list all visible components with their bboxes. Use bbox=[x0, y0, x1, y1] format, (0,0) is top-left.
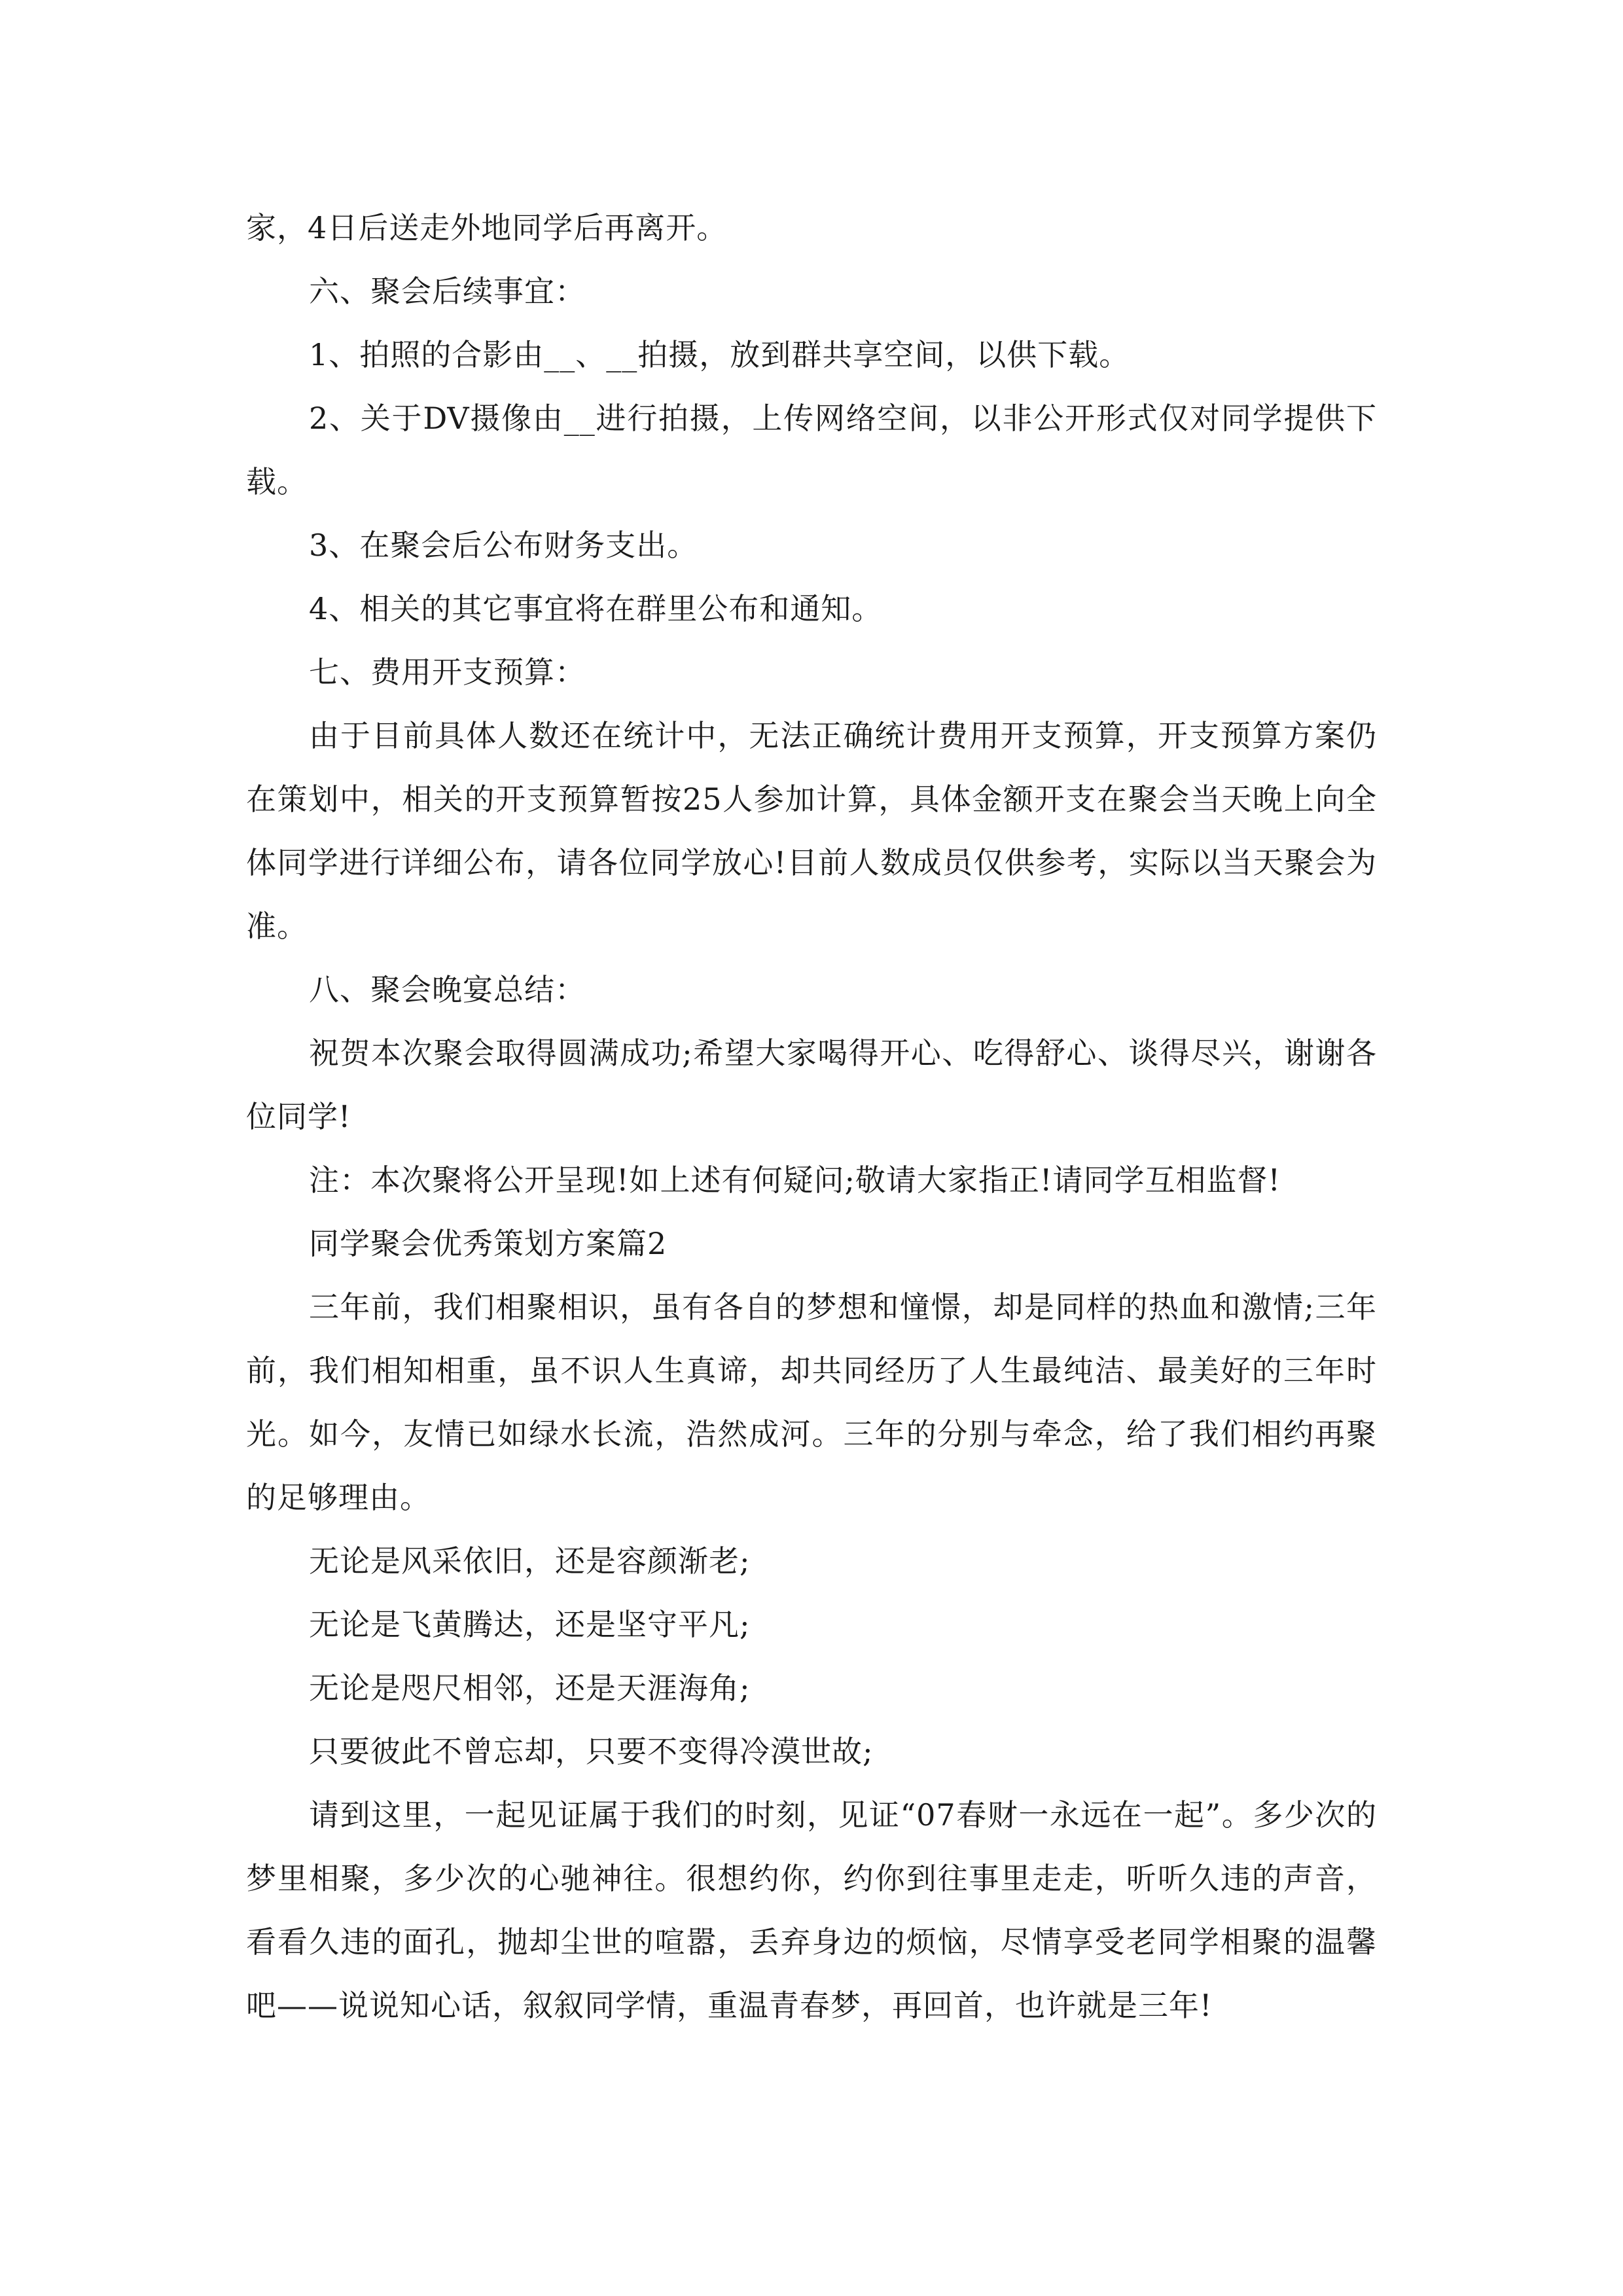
verse-line-1: 无论是风采依旧，还是容颜渐老; bbox=[309, 1543, 751, 1579]
list-item-photo: 1、拍照的合影由__、__拍摄，放到群共享空间，以供下载。 bbox=[309, 337, 1130, 372]
verse-line-4: 只要彼此不曾忘却，只要不变得冷漠世故; bbox=[309, 1734, 874, 1769]
section-heading-six: 六、聚会后续事宜： bbox=[309, 274, 586, 309]
list-item-finance: 3、在聚会后公布财务支出。 bbox=[309, 528, 698, 563]
list-item-other: 4、相关的其它事宜将在群里公布和通知。 bbox=[309, 591, 883, 626]
article-title-2: 同学聚会优秀策划方案篇2 bbox=[309, 1226, 668, 1261]
paragraph-invitation: 请到这里，一起见证属于我们的时刻，见证“07春财一永远在一起”。多少次的梦里相聚，多少次的心驰神往。很想约你，约你到往事里走走，听听久违的声音，看看久违的面孔，抛却尘世的喧嚣，丢弃身边的烦恼，尽情享受老同学相聚的温馨吧——说说知心话，叙叙同学情，重温青春梦，再回首，也许就是三年! bbox=[246, 1797, 1377, 2023]
list-item-dv: 2、关于DV摄像由__进行拍摄，上传网络空间，以非公开形式仅对同学提供下载。 bbox=[246, 401, 1377, 499]
paragraph-continuation: 家，4日后送走外地同学后再离开。 bbox=[246, 210, 728, 245]
paragraph-note: 注：本次聚将公开呈现!如上述有何疑问;敬请大家指正!请同学互相监督! bbox=[309, 1162, 1281, 1198]
document-body bbox=[246, 196, 1377, 2037]
verse-line-3: 无论是咫尺相邻，还是天涯海角; bbox=[309, 1670, 751, 1706]
section-heading-eight: 八、聚会晚宴总结： bbox=[309, 972, 586, 1007]
section-heading-seven: 七、费用开支预算： bbox=[309, 655, 586, 690]
verse-line-2: 无论是飞黄腾达，还是坚守平凡; bbox=[309, 1607, 751, 1642]
paragraph-summary: 祝贺本次聚会取得圆满成功;希望大家喝得开心、吃得舒心、谈得尽兴，谢谢各位同学! bbox=[246, 1035, 1377, 1134]
paragraph-budget: 由于目前具体人数还在统计中，无法正确统计费用开支预算，开支预算方案仍在策划中，相关的开支预算暂按25人参加计算，具体金额开支在聚会当天晚上向全体同学进行详细公布，请各位同学放心!目前人数成员仅供参考，实际以当天聚会为准。 bbox=[246, 718, 1377, 944]
paragraph-intro: 三年前，我们相聚相识，虽有各自的梦想和憧憬，却是同样的热血和激情;三年前，我们相知相重，虽不识人生真谛，却共同经历了人生最纯洁、最美好的三年时光。如今，友情已如绿水长流，浩然成河。三年的分别与牵念，给了我们相约再聚的足够理由。 bbox=[246, 1289, 1377, 1515]
